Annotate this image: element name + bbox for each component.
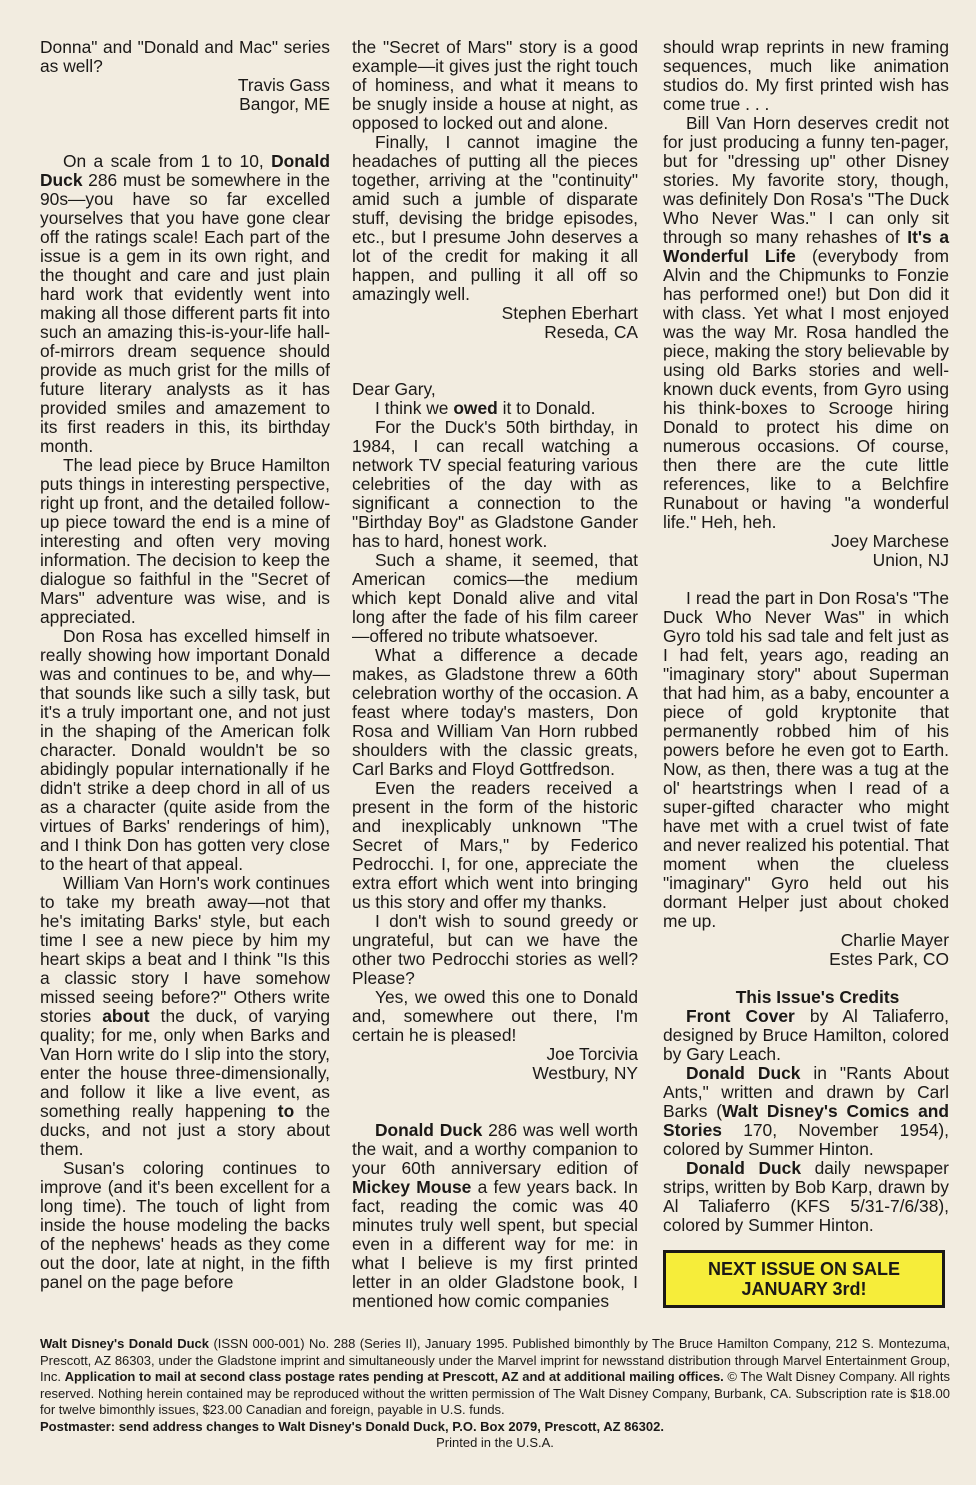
letter-paragraph: I read the part in Don Rosa's "The Duck Who Never Was" in which Gyro told his sad tale and felt just as I had felt, years ago, reading an "imaginary story" about Superman that had him, as a baby, encounter a piece of gold kryptonite that permanently robbed him of his powers before he even got to Earth. Now, as then, there was a tug at the ol' heartstrings when I read of a super-gifted character who might have met with a cruel twist of fate and never realized his potential. That moment when the clueless "imaginary" Gyro held out his dormant Helper just about choked me up. [663,588,949,931]
signature-name: Joey Marchese [831,531,949,551]
postmaster-notice: Postmaster: send address changes to Walt Disney's Donald Duck, P.O. Box 2079, Prescott, AZ 86302. [40,1418,664,1434]
signature-place: Union, NJ [872,550,949,570]
signature-name: Charlie Mayer [840,930,949,950]
credits-item: Donald Duck daily newspaper strips, written by Bob Karp, drawn by Al Taliaferro (KFS 5/31-7/6/38), colored by Summer Hinton. [663,1158,949,1235]
signature-place: Estes Park, CO [829,949,949,969]
signature-name: Stephen Eberhart [501,303,638,323]
letter-paragraph: For the Duck's 50th birthday, in 1984, I can recall watching a network TV special featuring various celebrities of the day with as significant a connection to the "Birthday Boy" as Gladstone Gander has to hard, honest work. [352,417,638,551]
letter-paragraph: Finally, I cannot imagine the headaches of putting all the pieces together, arriving at the "continuity" amid such a jumble of disparate stuff, devising the bridge episodes, etc., but I presume John deserves a lot of the credit for making it all happen, and pulling it all off so amazingly well. [352,132,638,304]
letter-paragraph: Such a shame, it seemed, that American comics—the medium which kept Donald alive and vital long after the fade of his film career—offered no tribute whatsoever. [352,550,638,646]
indicia-footer [40,1336,950,1452]
printed-in: Printed in the U.S.A. [436,1435,554,1450]
letter-paragraph: The lead piece by Bruce Hamilton puts things in interesting perspective, right up front, and the detailed follow-up piece toward the end is a mine of interesting and often very moving information. The decision to keep the dialogue so faithful in the "Secret of Mars" adventure was wise, and is appreciated. [40,455,330,627]
letter-continuation: the "Secret of Mars" story is a good example—it gives just the right touch of hominess, and what it means to be snugly inside a house at night, as opposed to locked out and alone. [352,37,638,133]
column-right [663,38,949,1235]
letter-continuation: Donna" and "Donald and Mac" series as well? [40,37,330,76]
next-issue-line1: NEXT ISSUE ON SALE [707,1259,901,1279]
signature-name: Travis Gass [237,75,330,95]
letter-paragraph: On a scale from 1 to 10, Donald Duck 286 must be somewhere in the 90s—you have so far excelled yourselves that you have gone clear off the ratings scale! Each part of the issue is a gem in its own right, and the thought and care and just plain hard work that evidently went into making all those different parts fit into such an amazing this-is-your-life hall-of-mirrors dream sequence should provide as much grist for the mills of future literary analysts as it has provided smiles and amazement to its first readers in this, its birthday month. [40,151,330,456]
letter-paragraph: What a difference a decade makes, as Gladstone threw a 60th celebration worthy of the occasion. A feast where today's masters, Don Rosa and William Van Horn rubbed shoulders with the classic greats, Carl Barks and Floyd Gottfredson. [352,645,638,779]
signature-place: Westbury, NY [532,1063,638,1083]
credits-heading: This Issue's Credits [735,987,900,1007]
letter-greeting: Dear Gary, [352,379,436,399]
letter-paragraph: Bill Van Horn deserves credit not for just producing a funny ten-pager, but for "dressing up" other Disney stories. My favorite story, though, was definitely Don Rosa's "The Duck Who Never Was." I can only sit through so many rehashes of It's a Wonderful Life (everybody from Alvin and the Chipmunks to Fonzie has performed one!) but Don did it with class. Yet what I most enjoyed was the way Mr. Rosa handled the piece, making the story believable by using old Barks stories and well-known duck events, from Gyro using his think-boxes to Scrooge hiring Donald to protect his dime on numerous occasions. Of course, then there are the cute little references, like to a Belchfire Runabout or having "a wonderful life." Heh, heh. [663,113,949,532]
letter-paragraph: I don't wish to sound greedy or ungrateful, but can we have the other two Pedrocchi stories as well? Please? [352,911,638,988]
next-issue-banner [663,1250,945,1308]
signature-place: Reseda, CA [544,322,638,342]
letter-paragraph: I think we owed it to Donald. [375,398,596,418]
letter-paragraph: Don Rosa has excelled himself in really showing how important Donald was and continues to be, and why—that sounds like such a silly task, but it's a truly important one, and not just in the shaping of the American folk character. Donald wouldn't be so abidingly popular internationally if he didn't strike a deep chord in all of us as a character (quite aside from the virtues of Barks' renderings of him), and I think Don has gotten very close to the heart of that appeal. [40,626,330,874]
credits-item: Front Cover by Al Taliaferro, designed by Bruce Hamilton, colored by Gary Leach. [663,1006,949,1064]
letter-paragraph: William Van Horn's work continues to take my breath away—not that he's imitating Barks' style, but each time I see a new piece by him my heart skips a beat and I think "Is this a classic story I have somehow missed seeing before?" Others write stories about the duck, of varying quality; for me, only when Barks and Van Horn write do I slip into the story, enter the house three-dimensionally, and follow it like a live event, as something really happening to the ducks, and not just a story about them. [40,873,330,1159]
letter-paragraph: Yes, we owed this one to Donald and, somewhere out there, I'm certain he is pleased! [352,987,638,1045]
letter-paragraph: Susan's coloring continues to improve (and it's been excellent for a long time). The touch of light from inside the house modeling the backs of the nephews' heads as they come out the door, late at night, in the fifth panel on the page before [40,1158,330,1292]
letter-continuation: should wrap reprints in new framing sequences, much like animation studios do. My first printed wish has come true . . . [663,37,949,114]
indicia-text: Walt Disney's Donald Duck (ISSN 000-001) No. 288 (Series II), January 1995. Published bimonthly by The Bruce Hamilton Company, 212 S. Montezuma, Prescott, AZ 86303, under the Gladstone imprint and simultaneously under the Marvel imprint for newsstand distribution through Marvel Entertainment Group, Inc. Application to mail at second class postage rates pending at Prescott, AZ and at additional mailing offices. © The Walt Disney Company. All rights reserved. Nothing herein contained may be reproduced without the written permission of The Walt Disney Company, Burbank, CA. Subscription rate is $18.00 for twelve bimonthly issues, $23.00 Canadian and foreign, payable in U.S. funds. [40,1336,950,1417]
column-left [40,38,330,1292]
letter-paragraph: Donald Duck 286 was well worth the wait, and a worthy companion to your 60th anniversary edition of Mickey Mouse a few years back. In fact, reading the comic was 40 minutes truly well spent, but special even in a different way for me: in what I believe is my first printed letter in an older Gladstone book, I mentioned how comic companies [352,1120,638,1311]
next-issue-line2: JANUARY 3rd! [741,1279,867,1299]
signature-place: Bangor, ME [239,94,330,114]
credits-item: Donald Duck in "Rants About Ants," written and drawn by Carl Barks (Walt Disney's Comics and Stories 170, November 1954), colored by Summer Hinton. [663,1063,949,1159]
column-middle [352,38,638,1311]
letter-paragraph: Even the readers received a present in the form of the historic and inexplicably unknown "The Secret of Mars," by Federico Pedrocchi. I, for one, appreciate the extra effort which went into bringing us this story and offer my thanks. [352,778,638,912]
signature-name: Joe Torcivia [546,1044,638,1064]
